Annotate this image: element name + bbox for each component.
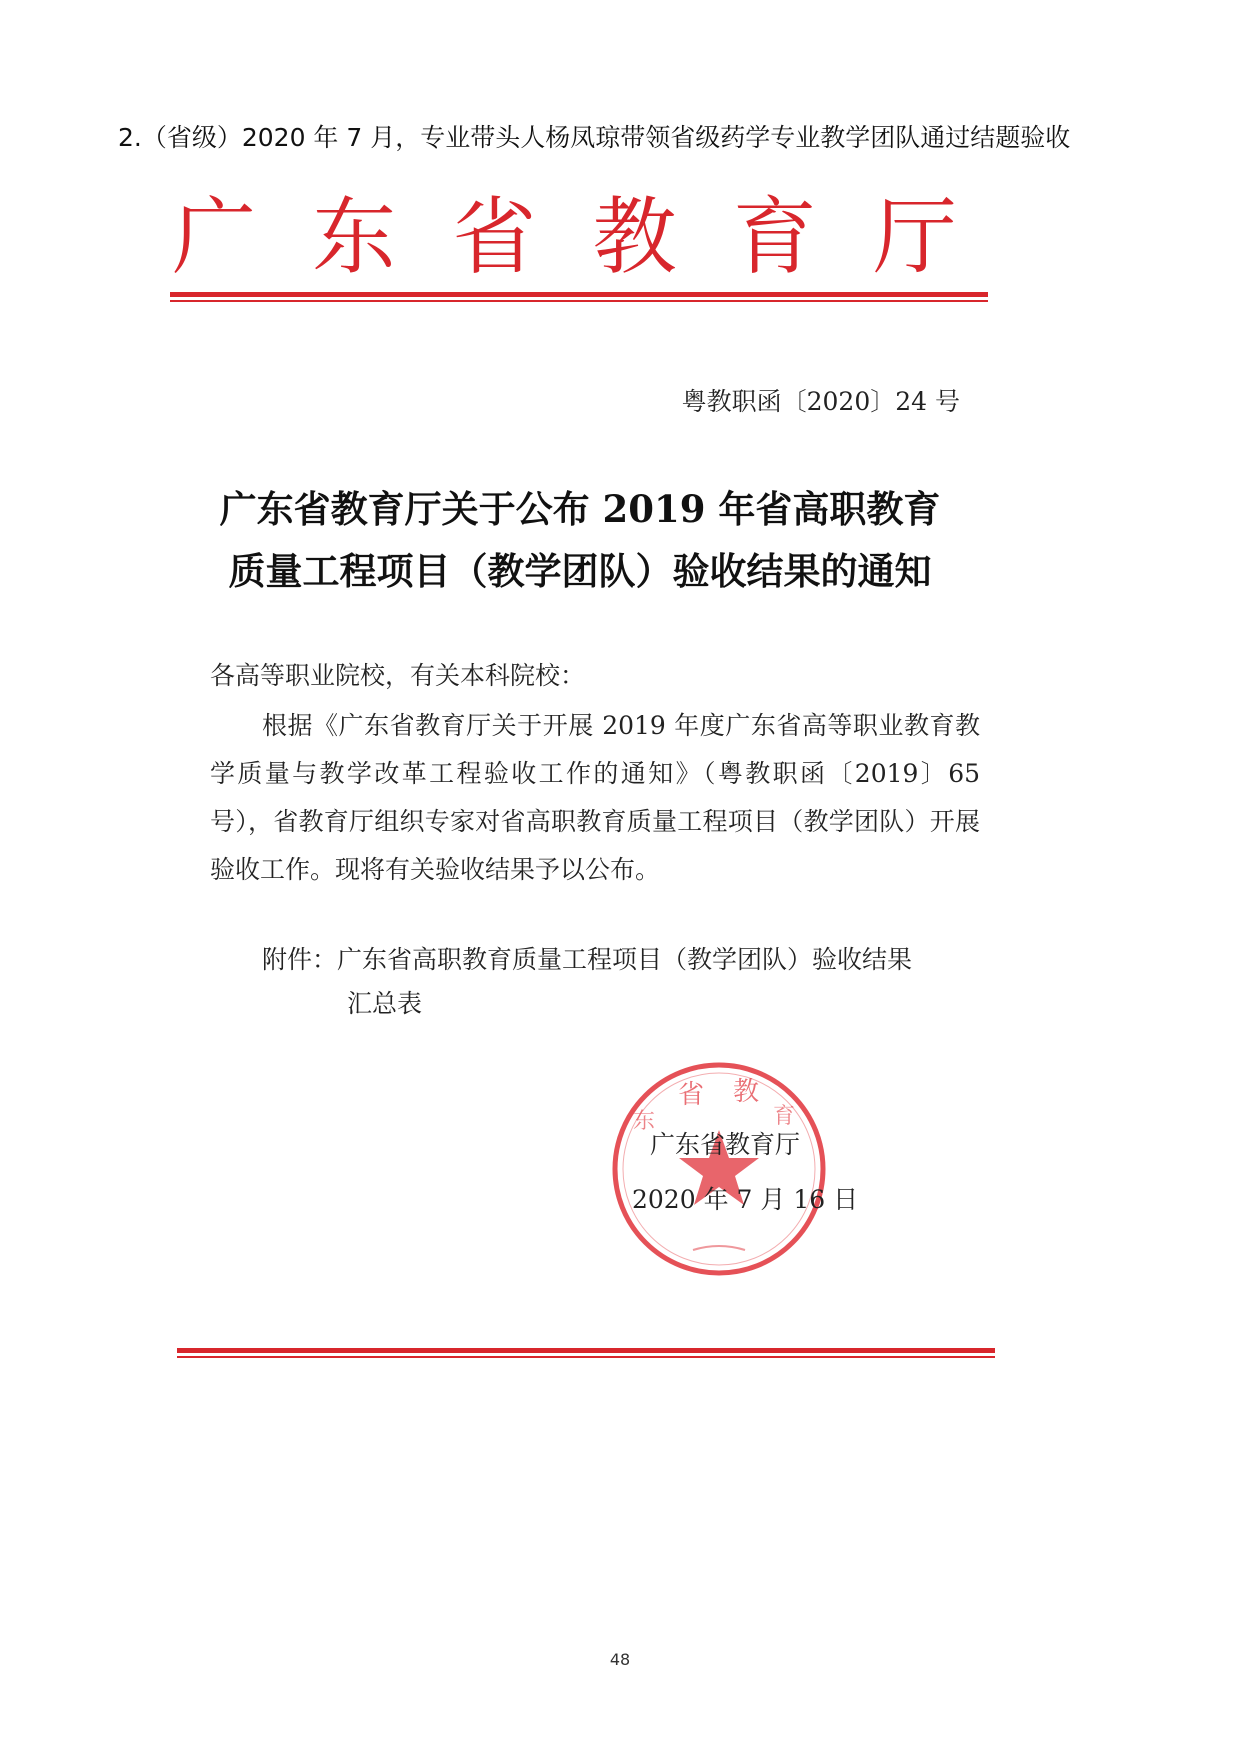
official-seal-icon [608, 1058, 830, 1280]
masthead-divider [170, 292, 988, 302]
masthead-char: 厅 [872, 188, 957, 286]
footer-divider [177, 1348, 995, 1358]
document-number: 粤教职函〔2020〕24 号 [681, 387, 960, 416]
document-title [180, 478, 980, 602]
svg-text:省: 省 [678, 1080, 705, 1110]
signature-date: 2020 年 7 月 16 日 [632, 1185, 859, 1214]
caption: 2.（省级）2020 年 7 月，专业带头人杨凤琼带领省级药学专业教学团队通过结题验收 [118, 123, 1071, 152]
title-line-2: 质量工程项目（教学团队）验收结果的通知 [228, 549, 932, 593]
svg-text:育: 育 [773, 1104, 796, 1129]
signature-issuer: 广东省教育厅 [650, 1130, 801, 1159]
svg-text:东: 东 [633, 1109, 656, 1134]
salutation: 各高等职业院校，有关本科院校： [210, 661, 586, 690]
svg-text:教: 教 [733, 1077, 760, 1107]
title-line-1: 广东省教育厅关于公布 2019 年省高职教育 [219, 487, 941, 531]
attachment [262, 938, 982, 1026]
attachment-text-continued: 汇总表 [347, 989, 423, 1018]
attachment-text: 广东省高职教育质量工程项目（教学团队）验收结果 [337, 945, 913, 974]
body-paragraph: 根据《广东省教育厅关于开展 2019 年度广东省高等职业教育教学质量与教学改革工程验收工作的通知》（粤教职函〔2019〕65 号），省教育厅组织专家对省高职教育质量工程项目（教学团队）开展验收工作。现将有关验收结果予以公布。 [210, 711, 980, 884]
attachment-label: 附件： [262, 945, 338, 974]
masthead-char: 广 [172, 188, 257, 286]
page-number: 48 [609, 1650, 631, 1669]
masthead-char: 育 [732, 188, 817, 286]
masthead [172, 188, 957, 286]
masthead-char: 东 [312, 188, 397, 286]
masthead-char: 教 [592, 188, 677, 286]
masthead-char: 省 [452, 188, 537, 286]
